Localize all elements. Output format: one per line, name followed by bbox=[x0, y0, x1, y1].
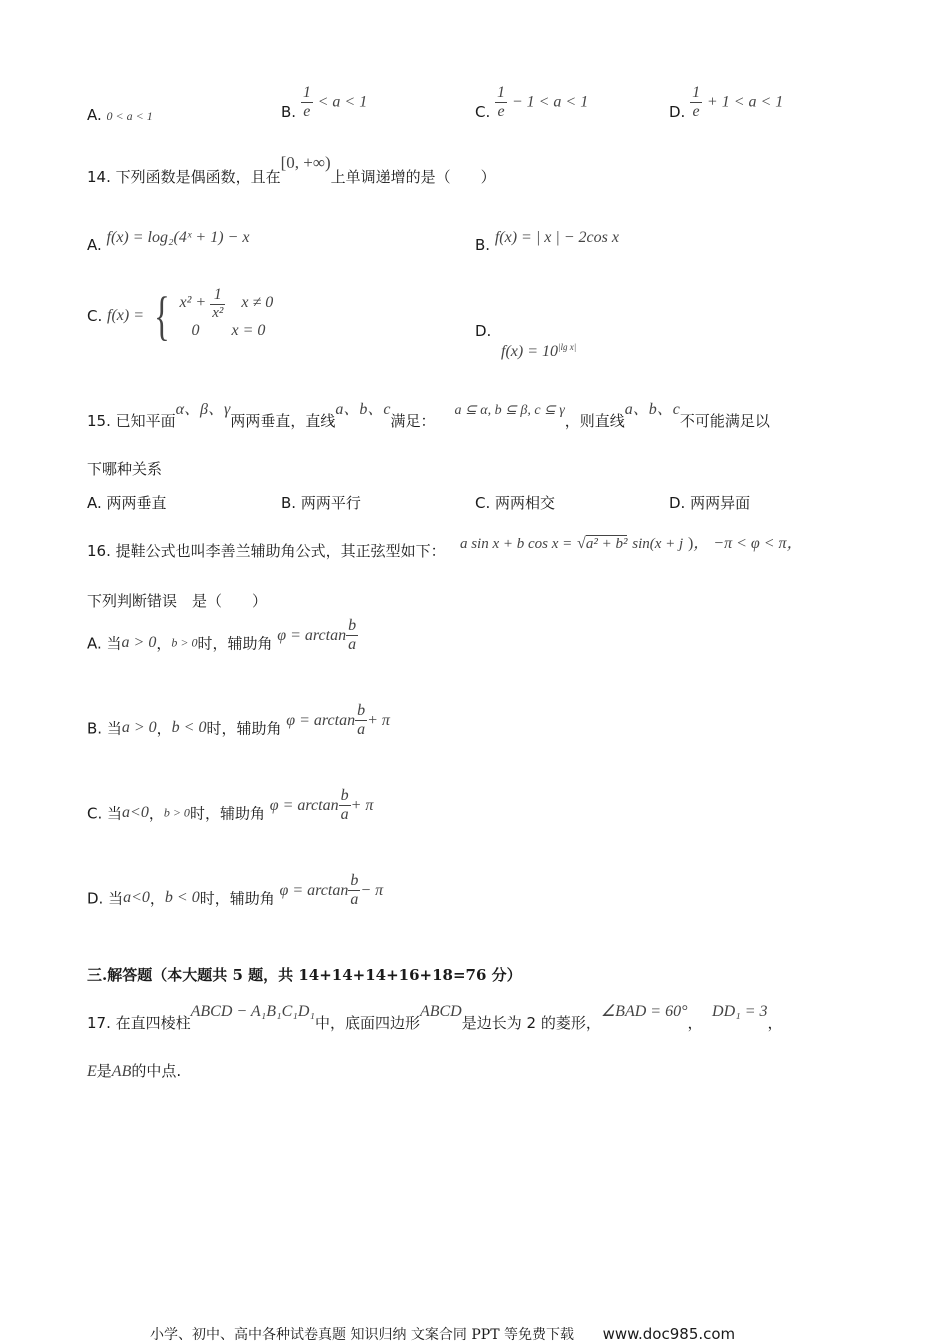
fraction: $\frac{1}{e}$ bbox=[302, 84, 311, 120]
q16-option-b: B. 当a > 0，b < 0时，辅助角 φ = arctan $\frac{b}{a}$ + π bbox=[87, 702, 390, 738]
fraction: $\frac{b}{a}$ bbox=[350, 872, 359, 908]
phi-range: ， −π < φ < π， bbox=[693, 535, 803, 552]
formula-left: a sin x + b cos x = bbox=[459, 536, 573, 552]
q16-stem: 16. 提鞋公式也叫李善兰辅助角公式，其正弦型如下： a sin x + b cos x = √a² + b² sin(x + j )， −π < φ < π， bbox=[87, 535, 803, 560]
planes: α、β、γ bbox=[175, 401, 231, 418]
phi-expr: φ = arctan bbox=[286, 711, 356, 729]
q14-option-c bbox=[87, 286, 273, 346]
prism: ABCD − A₁B₁C₁D₁ bbox=[190, 1003, 315, 1020]
q17-stem: 17. 在直四棱柱ABCD − A₁B₁C₁D₁中，底面四边形ABCD是边长为 2 的菱形，∠BAD = 60°， DD₁ = 3， bbox=[87, 1003, 783, 1032]
q15-option-a: A. 两两垂直 bbox=[87, 494, 167, 512]
option-label: A. bbox=[87, 106, 102, 124]
left-brace-icon: { bbox=[153, 286, 170, 346]
q16-option-c: C. 当a<0，b > 0时，辅助角 φ = arctan $\frac{b}{a}$ + π bbox=[87, 787, 374, 823]
sqrt-content: a² + b² bbox=[585, 536, 628, 552]
section-title: 三.解答题（本大题共 5 题，共 14+14+14+16+18=76 分） bbox=[87, 966, 522, 984]
q14-stem bbox=[87, 153, 496, 187]
q14-stem-post: 上单调递增的是（ ） bbox=[330, 168, 496, 186]
option-label: B. bbox=[281, 102, 297, 121]
option-label: C. bbox=[475, 102, 491, 121]
math-expr: + 1 < a < 1 bbox=[706, 93, 784, 111]
q16-stem-line2: 下列判断错误 是（ ） bbox=[87, 592, 268, 610]
q13-option-d bbox=[669, 84, 783, 120]
q16-option-a: A. 当a > 0，b > 0时，辅助角 φ = arctan $\frac{b}{a}$ bbox=[87, 617, 357, 653]
q15-option-b: B. 两两平行 bbox=[281, 494, 361, 512]
fraction: $\frac{b}{a}$ bbox=[340, 787, 349, 823]
fraction: $\frac{b}{a}$ bbox=[348, 617, 357, 653]
fraction: $\frac{1}{e}$ bbox=[497, 84, 506, 120]
q14-option-a bbox=[87, 228, 250, 254]
math-expr: f(x) = bbox=[107, 307, 145, 324]
q14-stem-pre: 14. 下列函数是偶函数，且在 bbox=[87, 168, 281, 186]
condition: a ⊆ α, b ⊆ β, c ⊆ γ bbox=[454, 403, 565, 418]
option-label: A. bbox=[87, 236, 102, 254]
math-expr: f(x) = log₂(4ˣ + 1) − x bbox=[106, 229, 250, 246]
fraction: $\frac{b}{a}$ bbox=[357, 702, 366, 738]
q13-option-b bbox=[281, 84, 367, 120]
phi-expr: φ = arctan bbox=[279, 881, 349, 899]
q14-option-b bbox=[475, 228, 619, 254]
q14-option-d bbox=[475, 322, 576, 361]
math-expr: f(x) = 10 bbox=[501, 343, 558, 360]
fraction: $\frac{1}{e}$ bbox=[692, 84, 701, 120]
q17-stem-line2: E是AB的中点. bbox=[87, 1062, 182, 1080]
angle: ∠BAD = 60° bbox=[600, 1003, 688, 1020]
q13-option-a bbox=[87, 106, 153, 124]
phi-expr: φ = arctan bbox=[277, 626, 347, 644]
q15-option-d: D. 两两异面 bbox=[669, 494, 751, 512]
math-expr: − 1 < a < 1 bbox=[511, 93, 589, 111]
segment-ab: AB bbox=[111, 1063, 132, 1080]
option-label: D. bbox=[669, 102, 686, 121]
option-label: B. bbox=[475, 236, 491, 254]
base: ABCD bbox=[419, 1003, 462, 1020]
sqrt-icon: √ bbox=[577, 535, 586, 552]
q15-stem: 15. 已知平面α、β、γ两两垂直，直线a、b、c满足： a ⊆ α, b ⊆ β, c ⊆ γ，则直线a、b、c不可能满足以 bbox=[87, 401, 770, 430]
option-label: D. bbox=[475, 322, 492, 340]
footer-text: 小学、初中、高中各种试卷真题 知识归纳 文案合同 PPT 等免费下载 bbox=[150, 1327, 574, 1343]
interval: [0, +∞) bbox=[280, 153, 331, 172]
q16-option-d: D. 当a<0，b < 0时，辅助角 φ = arctan $\frac{b}{a}$ − π bbox=[87, 872, 384, 908]
formula-right: sin(x + j bbox=[632, 536, 684, 552]
lines: a、b、c bbox=[335, 401, 391, 418]
math-expr: < a < 1 bbox=[317, 93, 368, 111]
math-expr: f(x) = | x | − 2cos x bbox=[494, 229, 619, 246]
phi-expr: φ = arctan bbox=[269, 796, 339, 814]
q13-option-c bbox=[475, 84, 588, 120]
footer bbox=[150, 1324, 735, 1344]
exponent: |lg x| bbox=[558, 342, 577, 352]
point-e: E bbox=[87, 1063, 97, 1080]
q15-stem-line2: 下哪种关系 bbox=[87, 460, 163, 478]
option-label: C. bbox=[87, 307, 103, 325]
q15-option-c: C. 两两相交 bbox=[475, 494, 556, 512]
footer-url[interactable]: www.doc985.com bbox=[602, 1325, 736, 1343]
piecewise-cases: x² + $\frac{1}{\text{x²}}$ x ≠ 0 0 x = 0 bbox=[179, 286, 274, 339]
lines: a、b、c bbox=[624, 401, 680, 418]
dd1: DD₁ = 3 bbox=[712, 1003, 768, 1020]
math-expr: 0 < a < 1 bbox=[106, 109, 153, 123]
